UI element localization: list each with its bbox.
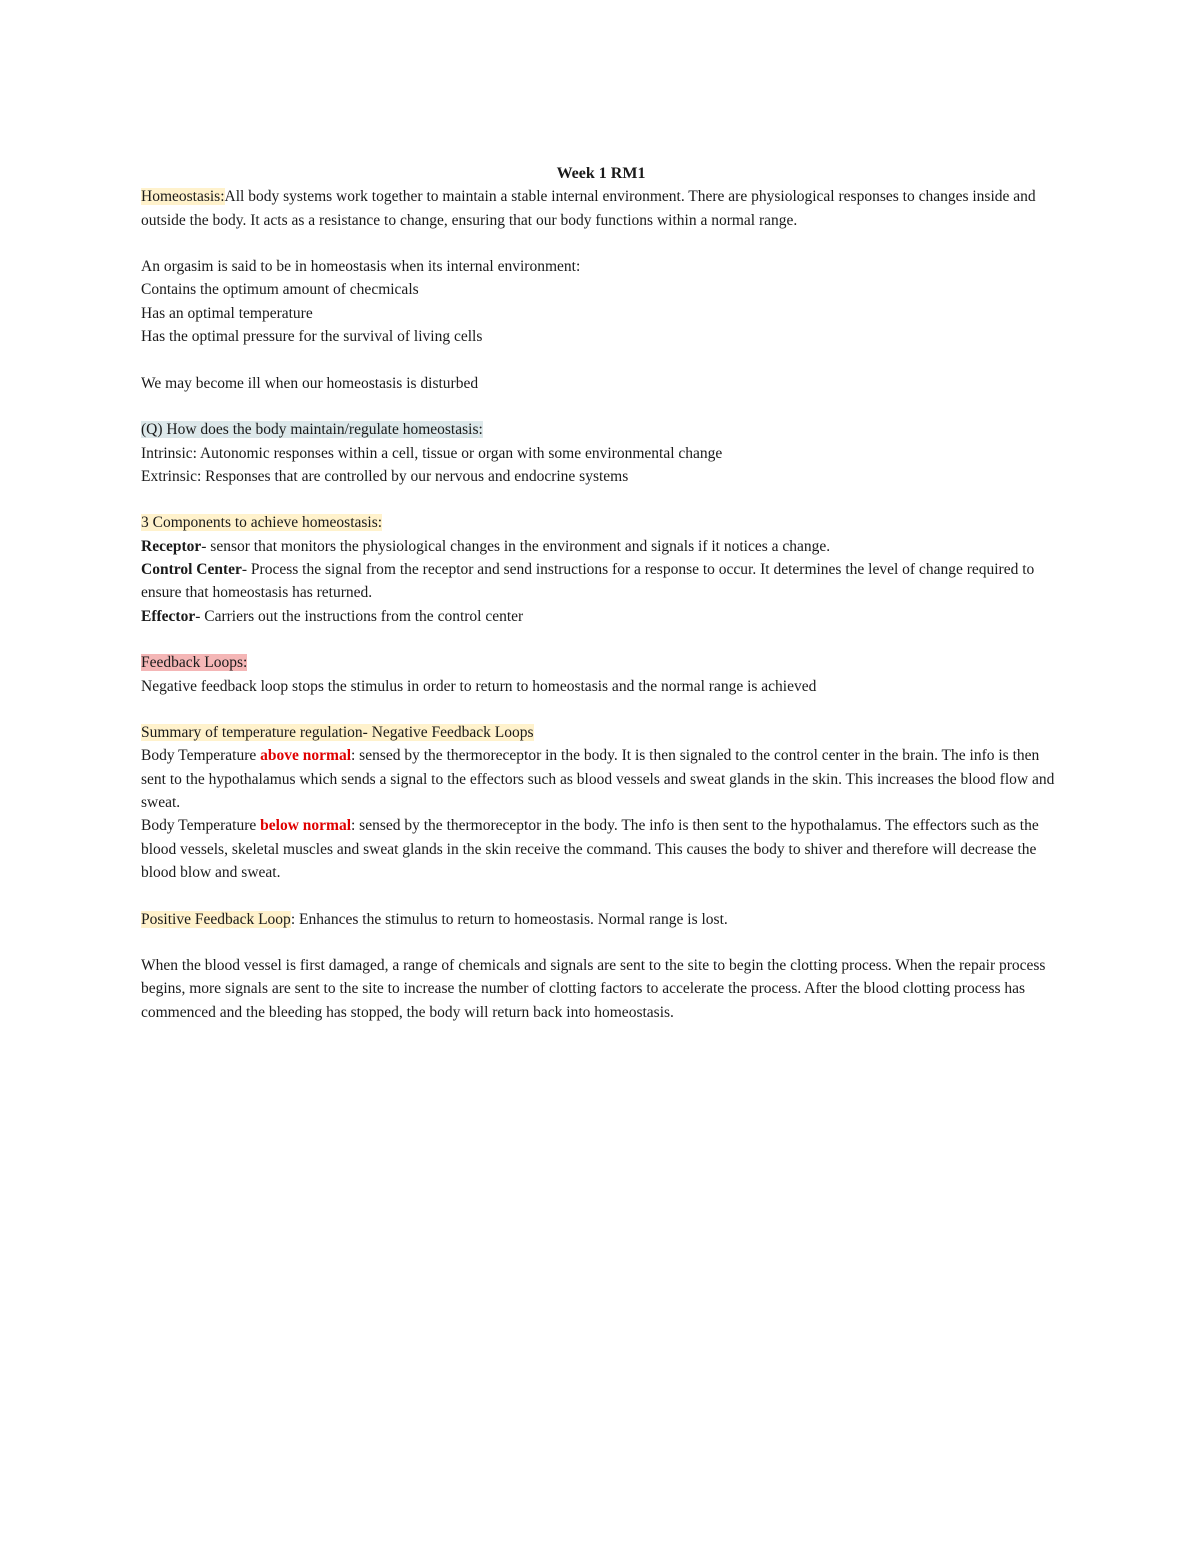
question-heading: (Q) How does the body maintain/regulate homeostasis: [141, 421, 483, 439]
above-prefix: Body Temperature [141, 747, 261, 765]
feedback-paragraph [141, 651, 1061, 674]
homeostasis-definition: All body systems work together to maintain a stable internal environment. There are physiological responses to changes inside and outside the body. It acts as a resistance to change, ensuring that our body functions within a normal range. [141, 188, 1036, 229]
control-center-text: - Process the signal from the receptor and send instructions for a response to occur. It determines the level of change required to ensure that homeostasis has returned. [141, 561, 1035, 602]
receptor-line [141, 535, 1061, 558]
below-prefix: Body Temperature [141, 817, 261, 835]
extrinsic-line: Extrinsic: Responses that are controlled by our nervous and endocrine systems [141, 467, 629, 485]
below-normal-label: below normal [260, 817, 351, 835]
organism-intro: An orgasim is said to be in homeostasis when its internal environment: [141, 258, 581, 276]
document-title: Week 1 RM1 [556, 165, 646, 182]
question-paragraph [141, 418, 1061, 441]
organism-item: Contains the optimum amount of checmicals [141, 281, 419, 299]
components-heading: 3 Components to achieve homeostasis: [141, 514, 383, 532]
ill-line: We may become ill when our homeostasis is disturbed [141, 374, 479, 392]
control-center-term: Control Center [141, 561, 242, 579]
above-normal-label: above normal [260, 747, 351, 765]
organism-item: Has the optimal pressure for the survival of living cells [141, 328, 483, 346]
receptor-term: Receptor [141, 537, 202, 555]
organism-item: Has an optimal temperature [141, 304, 313, 322]
clotting-paragraph: When the blood vessel is first damaged, a range of chemicals and signals are sent to the site to begin the clotting process. When the repair process begins, more signals are sent to the site to increase the number of clotting factors to accelerate the process. After the blood clotting process has commenced and the bleeding has stopped, the body will return back into homeostasis. [141, 957, 1046, 1021]
summary-heading: Summary of temperature regulation- Negative Feedback Loops [141, 724, 534, 742]
feedback-heading: Feedback Loops: [141, 654, 248, 672]
negative-feedback-line: Negative feedback loop stops the stimulus in order to return to homeostasis and the normal range is achieved [141, 677, 817, 695]
receptor-text: - sensor that monitors the physiological changes in the environment and signals if it notices a change. [201, 537, 831, 555]
positive-feedback-term: Positive Feedback Loop [141, 910, 291, 928]
positive-feedback-paragraph [141, 908, 1061, 931]
summary-paragraph [141, 721, 1061, 744]
effector-text: - Carriers out the instructions from the control center [195, 607, 524, 625]
homeostasis-term: Homeostasis: [141, 188, 225, 206]
control-center-line [141, 558, 1061, 605]
positive-feedback-text: : Enhances the stimulus to return to homeostasis. Normal range is lost. [290, 910, 728, 928]
below-normal-text: : sensed by the thermoreceptor in the body. The info is then sent to the hypothalamus. The effectors such as the blood vessels, skeletal muscles and sweat glands in the skin receive the command. This causes the body to shiver and therefore will decrease the blood blow and sweat. [141, 817, 1039, 881]
components-paragraph [141, 511, 1061, 534]
above-normal-paragraph [141, 744, 1061, 814]
effector-line [141, 605, 1061, 628]
document-page [141, 162, 1061, 1024]
below-normal-paragraph [141, 814, 1061, 884]
intrinsic-line: Intrinsic: Autonomic responses within a cell, tissue or organ with some environmental change [141, 444, 723, 462]
homeostasis-paragraph [141, 185, 1061, 232]
above-normal-text: : sensed by the thermoreceptor in the body. It is then signaled to the control center in the brain. The info is then sent to the hypothalamus which sends a signal to the effectors such as blood vessels and sweat glands in the skin. This increases the blood flow and sweat. [141, 747, 1055, 812]
effector-term: Effector [141, 607, 196, 625]
